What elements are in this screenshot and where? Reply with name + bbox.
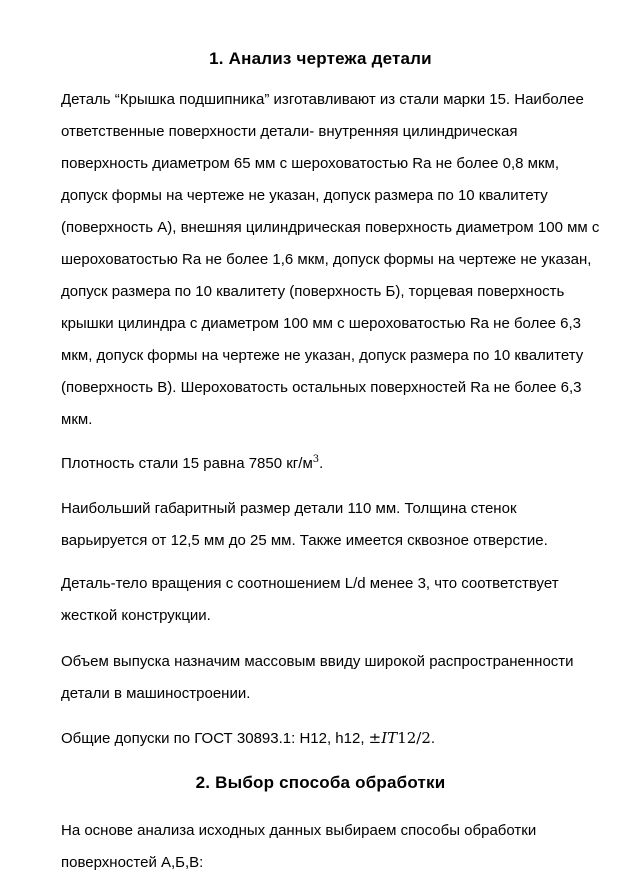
text-line: допуск формы на чертеже не указан, допуск размера по 10 квалитету: [61, 187, 548, 204]
section-2-title: Выбор способа обработки: [215, 773, 446, 792]
paragraph-processing-choice: [61, 815, 633, 879]
section-2-heading: [0, 773, 641, 793]
text-line: Объем выпуска назначим массовым ввиду широкой распространенности: [61, 653, 574, 670]
density-text: Плотность стали 15 равна 7850 кг/м: [61, 455, 313, 472]
text-line: шероховатостью Ra не более 1,6 мкм, допуск формы на чертеже не указан,: [61, 251, 592, 268]
text-line: [61, 448, 633, 480]
text-line: На основе анализа исходных данных выбираем способы обработки: [61, 822, 537, 839]
text-line: крышки цилиндра с диаметром 100 мм с шероховатостью Ra не более 6,3: [61, 315, 582, 332]
text-line: Деталь-тело вращения с соотношением L/d менее 3, что соответствует: [61, 575, 559, 592]
text-line: детали в машиностроении.: [61, 685, 251, 702]
paragraph-part-description: [61, 84, 633, 436]
density-tail: .: [319, 455, 324, 472]
text-line: [61, 722, 633, 755]
paragraph-body-of-rotation: [61, 568, 633, 632]
section-1-title: Анализ чертежа детали: [228, 49, 432, 68]
text-line: жесткой конструкции.: [61, 607, 211, 624]
text-line: Деталь “Крышка подшипника” изготавливают из стали марки 15. Наиболее: [61, 91, 584, 108]
tolerances-tail: .: [430, 730, 436, 747]
formula-plus-minus: ±: [368, 729, 382, 747]
text-line: допуск размера по 10 квалитету (поверхность Б), торцевая поверхность: [61, 283, 565, 300]
section-1-heading: [0, 49, 641, 69]
tolerance-formula: [369, 729, 431, 747]
tolerances-text: Общие допуски по ГОСТ 30893.1: H12, h12,: [61, 730, 369, 747]
paragraph-production-volume: [61, 646, 633, 710]
text-line: Наибольший габаритный размер детали 110 мм. Толщина стенок: [61, 500, 517, 517]
section-1-number: 1.: [209, 49, 224, 68]
density-exponent: 3: [312, 454, 320, 465]
formula-it: IT: [381, 729, 398, 747]
section-2-number: 2.: [195, 773, 211, 792]
text-line: (поверхность А), внешняя цилиндрическая поверхность диаметром 100 мм с: [61, 219, 600, 236]
text-line: варьируется от 12,5 мм до 25 мм. Также имеется сквозное отверстие.: [61, 532, 548, 549]
paragraph-density: [61, 448, 633, 480]
paragraph-general-tolerances: [61, 722, 633, 755]
text-line: поверхность диаметром 65 мм с шероховатостью Ra не более 0,8 мкм,: [61, 155, 559, 172]
text-line: мкм.: [61, 411, 93, 428]
text-line: (поверхность В). Шероховатость остальных поверхностей Ra не более 6,3: [61, 379, 582, 396]
text-line: мкм, допуск формы на чертеже не указан, допуск размера по 10 квалитету: [61, 347, 584, 364]
text-line: поверхностей А,Б,В:: [61, 854, 204, 871]
formula-rest: 12/2: [397, 729, 431, 747]
text-line: ответственные поверхности детали- внутренняя цилиндрическая: [61, 123, 518, 140]
paragraph-dimensions: [61, 493, 633, 557]
